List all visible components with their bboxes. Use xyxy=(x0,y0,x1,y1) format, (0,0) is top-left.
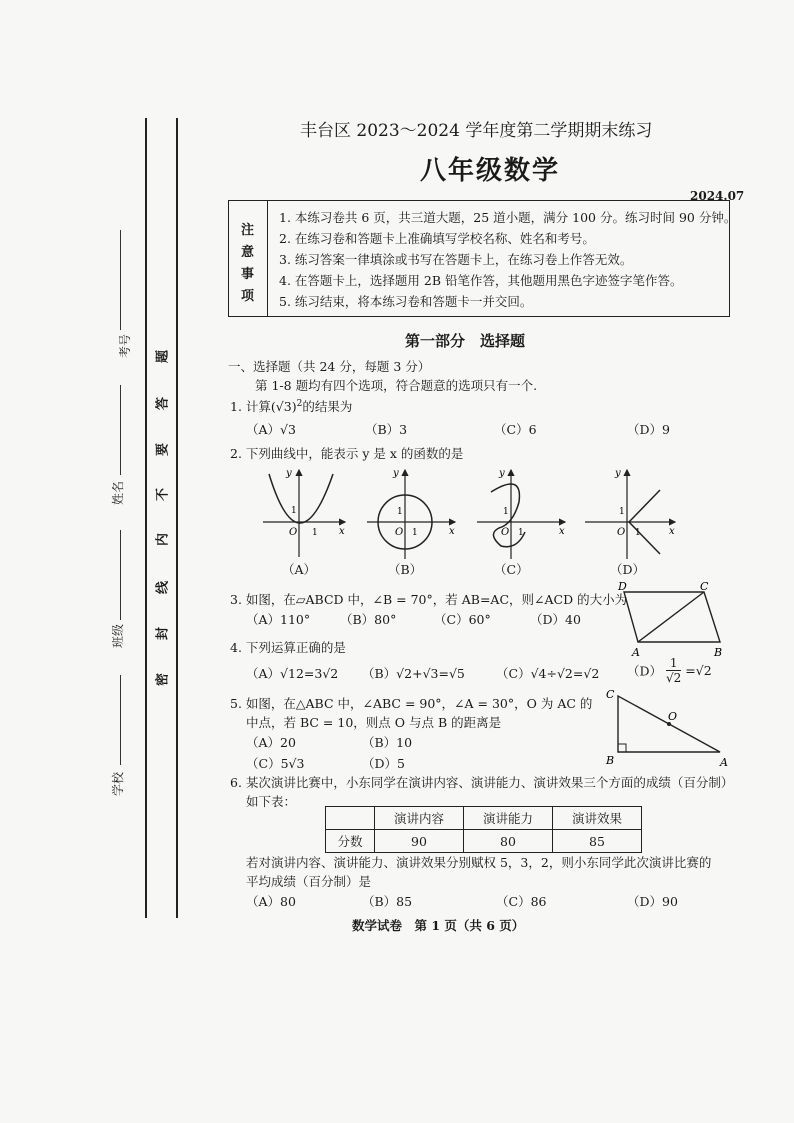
seal-char: 内 xyxy=(155,533,171,547)
q1-stem-prefix: 1. 计算 xyxy=(230,399,271,414)
seal-char: 要 xyxy=(155,443,171,457)
class-line xyxy=(120,530,121,620)
q5-stem-line2: 中点，若 BC = 10，则点 O 与点 B 的距离是 xyxy=(246,715,502,730)
graph-b-unit-x: 1 xyxy=(412,528,418,538)
table-row xyxy=(326,830,642,853)
name-label: 姓名 xyxy=(111,480,126,506)
q6-option-a: （A）80 xyxy=(246,894,296,909)
graph-b-y-label: y xyxy=(393,468,399,479)
q5-option-c: （C）5√3 xyxy=(246,756,305,771)
q6-option-d: （D）90 xyxy=(627,894,678,909)
notice-label-char: 意 xyxy=(241,245,255,260)
notice-item: 2. 在练习卷和答题卡上准确填写学校名称、姓名和考号。 xyxy=(279,231,595,246)
graph-d-unit-y: 1 xyxy=(619,507,625,517)
notice-item: 4. 在答题卡上，选择题用 2B 铅笔作答，其他题用黑色字迹签字笔作答。 xyxy=(279,273,683,288)
q6-option-b: （B）85 xyxy=(362,894,413,909)
table-cell: 80 xyxy=(464,830,553,853)
section-heading: 一、选择题（共 24 分，每题 3 分） xyxy=(228,359,431,374)
q3-stem: 3. 如图，在▱ABCD 中，∠B = 70°，若 AB=AC，则∠ACD 的大小为 xyxy=(230,592,628,607)
q3-option-a: （A）110° xyxy=(246,612,311,627)
graph-a xyxy=(263,468,345,557)
q4-stem: 4. 下列运算正确的是 xyxy=(230,640,346,655)
q6-score-table xyxy=(325,806,642,853)
graph-a-origin: O xyxy=(289,527,298,538)
q5-vertex-a: A xyxy=(720,756,728,768)
seal-char: 答 xyxy=(155,397,171,411)
q6-stem-line2: 如下表： xyxy=(246,794,297,809)
table-cell: 分数 xyxy=(326,830,375,853)
q3-vertex-a: A xyxy=(632,646,640,658)
notice-label-char: 项 xyxy=(241,289,255,304)
school-line xyxy=(120,675,121,765)
graph-d-origin: O xyxy=(617,527,626,538)
graph-c xyxy=(477,468,565,559)
q3-option-d: （D）40 xyxy=(530,612,581,627)
notice-box xyxy=(228,200,737,317)
table-header-cell xyxy=(326,807,375,830)
graph-d-x-label: x xyxy=(669,526,675,537)
section-title: 第一部分 选择题 xyxy=(405,332,526,350)
exam-title: 丰台区 2023～2024 学年度第二学期期末练习 xyxy=(300,121,653,141)
q1-option-a: （A）√3 xyxy=(246,422,296,437)
graph-d-unit-x: 1 xyxy=(635,528,641,538)
q3-vertex-d: D xyxy=(618,580,627,593)
q4-option-d-rest: =√2 xyxy=(685,663,712,678)
q6-follow-line1: 若对演讲内容、演讲能力、演讲效果分别赋权 5，3，2，则小东同学此次演讲比赛的 xyxy=(246,855,712,870)
q5-option-b: （B）10 xyxy=(362,735,413,750)
table-header-row xyxy=(326,807,642,830)
q6-stem-line1: 6. 某次演讲比赛中，小东同学在演讲内容、演讲能力、演讲效果三个方面的成绩（百分制） xyxy=(230,775,734,790)
q6-option-c: （C）86 xyxy=(496,894,547,909)
notice-label-char: 注 xyxy=(241,223,255,238)
school-label: 学校 xyxy=(111,771,126,797)
q4-option-d-fraction xyxy=(666,656,681,685)
q1-stem-suffix: 的结果为 xyxy=(302,399,353,414)
q4-option-d xyxy=(627,656,712,685)
q2-label-a: （A） xyxy=(282,562,317,577)
q6-follow-line2: 平均成绩（百分制）是 xyxy=(246,874,372,889)
graph-c-unit-y: 1 xyxy=(503,507,509,517)
table-header-cell: 演讲内容 xyxy=(375,807,464,830)
q4-option-b: （B）√2+√3=√5 xyxy=(362,666,465,681)
q1-option-d: （D）9 xyxy=(627,422,670,437)
q1-expression: $(√3)^2$ xyxy=(270,398,303,414)
seal-char: 封 xyxy=(155,627,171,641)
binding-line-inner xyxy=(176,118,178,918)
notice-item: 5. 练习结束，将本练习卷和答题卡一并交回。 xyxy=(279,294,533,309)
q5-vertex-b: B xyxy=(606,754,615,767)
q3-option-c: （C）60° xyxy=(434,612,491,627)
graph-b-unit-y: 1 xyxy=(397,507,403,517)
graph-c-x-label: x xyxy=(559,526,565,537)
q2-label-b: （B） xyxy=(388,562,423,577)
q3-vertex-b: B xyxy=(714,646,722,658)
graph-b-x-label: x xyxy=(449,526,455,537)
graph-c-unit-x: 1 xyxy=(518,528,524,538)
q1-stem xyxy=(230,397,352,415)
seal-char: 线 xyxy=(155,581,171,595)
q3-parallelogram-figure xyxy=(612,580,722,658)
q1-option-b: （B）3 xyxy=(365,422,408,437)
q5-option-a: （A）20 xyxy=(246,735,296,750)
table-cell: 90 xyxy=(375,830,464,853)
graph-a-x-label: x xyxy=(339,526,345,537)
graph-c-origin: O xyxy=(501,527,510,538)
notice-item: 3. 练习答案一律填涂或书写在答题卡上，在练习卷上作答无效。 xyxy=(279,252,633,267)
q5-triangle-figure xyxy=(600,686,735,768)
q2-label-c: （C） xyxy=(494,562,529,577)
graph-b-origin: O xyxy=(395,527,404,538)
q5-vertex-o: O xyxy=(668,710,678,723)
binding-line-outer xyxy=(145,118,147,918)
graph-c-y-label: y xyxy=(499,468,505,479)
q4-option-c: （C）√4÷√2=√2 xyxy=(496,666,600,681)
q3-vertex-c: C xyxy=(700,580,709,593)
seal-char: 密 xyxy=(155,673,171,687)
q5-vertex-c: C xyxy=(606,688,615,701)
seal-char: 不 xyxy=(155,488,171,502)
class-label: 班级 xyxy=(111,623,126,649)
notice-label xyxy=(229,201,268,316)
table-header-cell: 演讲效果 xyxy=(553,807,642,830)
table-cell: 85 xyxy=(553,830,642,853)
q5-option-d: （D）5 xyxy=(362,756,405,771)
q4-option-a: （A）√12=3√2 xyxy=(246,666,339,681)
name-line xyxy=(120,385,121,475)
graph-d xyxy=(585,468,675,559)
q5-stem-line1: 5. 如图，在△ABC 中，∠ABC = 90°，∠A = 30°，O 为 AC 的 xyxy=(230,696,593,711)
q4-option-d-denominator: √2 xyxy=(666,671,682,685)
exam-number-label: 考号 xyxy=(118,333,133,359)
exam-number-line xyxy=(120,230,121,330)
notice-item: 1. 本练习卷共 6 页，共三道大题，25 道小题，满分 100 分。练习时间 90 分钟。 xyxy=(279,210,737,225)
graph-d-y-label: y xyxy=(615,468,621,479)
page-footer: 数学试卷 第 1 页（共 6 页） xyxy=(352,918,525,933)
subject-title: 八年级数学 xyxy=(420,156,561,186)
graph-a-y-label: y xyxy=(286,468,292,479)
section-instruction: 第 1-8 题均有四个选项，符合题意的选项只有一个. xyxy=(255,378,538,393)
seal-char: 题 xyxy=(155,350,171,364)
graph-b xyxy=(367,468,455,559)
notice-items xyxy=(279,207,737,312)
table-header-cell: 演讲能力 xyxy=(464,807,553,830)
q1-option-c: （C）6 xyxy=(494,422,537,437)
graph-a-unit-x: 1 xyxy=(312,528,318,538)
notice-label-char: 事 xyxy=(241,267,255,282)
graph-a-unit-y: 1 xyxy=(291,506,297,516)
q4-option-d-numerator: 1 xyxy=(666,656,681,671)
q2-label-d: （D） xyxy=(610,562,646,577)
q4-option-d-label: （D） xyxy=(627,663,663,679)
q2-stem: 2. 下列曲线中，能表示 y 是 x 的函数的是 xyxy=(230,446,464,461)
q3-option-b: （B）80° xyxy=(340,612,397,627)
exam-date: 2024.07 xyxy=(690,189,745,203)
